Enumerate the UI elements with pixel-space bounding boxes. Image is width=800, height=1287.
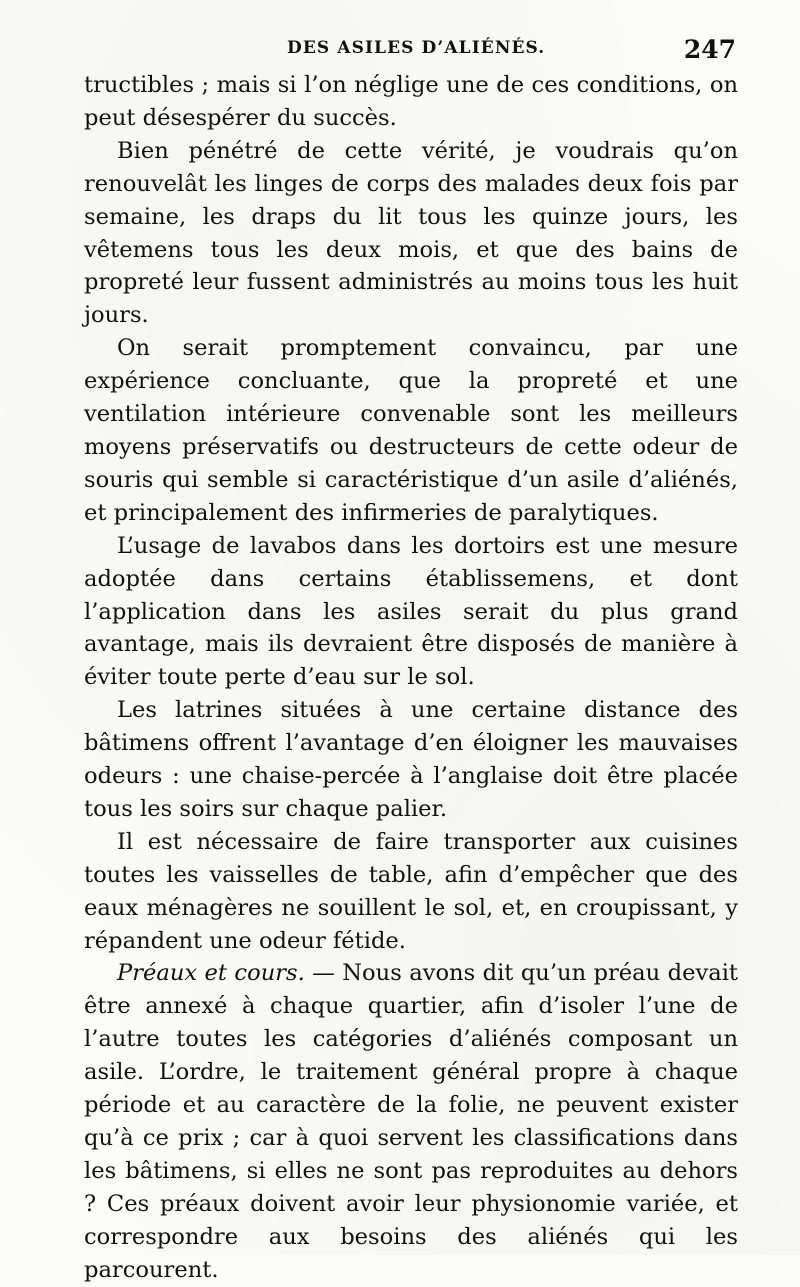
running-head: DES ASILES D’ALIÉNÉS. [287,38,546,58]
paragraph-text: Bien pénétré de cette vérité, je voudrais qu’on renouvelât les linges de corps des malades deux fois par semaine, les draps du lit tous les quinze jours, les vêtemens tous les deux mois, et que des bains de propreté leur fussent administrés au moins tous les huit jours. [84,137,738,329]
paragraph-text: tructibles ; mais si l’on néglige une de ces conditions, on peut désespérer du succès. [84,72,738,131]
page-number: 247 [683,35,736,64]
paragraph-continuation [84,69,738,135]
paragraph [84,530,738,695]
section-heading: Préaux et cours. [117,960,305,987]
paragraph [84,826,738,958]
page-header [0,32,800,72]
paragraph-text: On serait promptement convaincu, par une expérience concluante, que la propreté et une ventilation intérieure convenable sont les meilleurs moyens préservatifs ou destructeurs de cette odeur de souris qui semble si caractéristique d’un asile d’aliénés, et principalement des infirmeries de paralytiques. [84,335,738,526]
section-paragraph [84,957,738,1286]
paragraph-text: Il est nécessaire de faire transporter aux cuisines toutes les vaisselles de table, afin d’empêcher que des eaux ménagères ne souillent le sol, et, en croupissant, y répandent une odeur fétide. [84,828,738,954]
paragraph-text: — Nous avons dit qu’un préau devait être annexé à chaque quartier, afin d’isoler l’une de l’autre toutes les catégories d’aliénés composant un asile. L’ordre, le traitement général propre à chaque période et au caractère de la folie, ne peuvent exister qu’à ce prix ; car à quoi servent les classifications dans les bâtimens, si elles ne sont pas reproduites au dehors ? Ces préaux doivent avoir leur physionomie variée, et correspondre aux besoins des aliénés qui les parcourent. [84,960,738,1283]
paragraph [84,332,738,529]
paragraph [84,135,738,332]
paragraph-text: Les latrines situées à une certaine distance des bâtimens offrent l’avantage d’en éloigner les mauvaises odeurs : une chaise-percée à l’anglaise doit être placée tous les soirs sur chaque palier. [84,697,738,822]
paragraph-text: L’usage de lavabos dans les dortoirs est une mesure adoptée dans certains établissemens, et dont l’application dans les asiles serait du plus grand avantage, mais ils devraient être disposés de manière à éviter toute perte d’eau sur le sol. [84,532,738,691]
body-text [84,69,738,1287]
paragraph [84,694,738,826]
